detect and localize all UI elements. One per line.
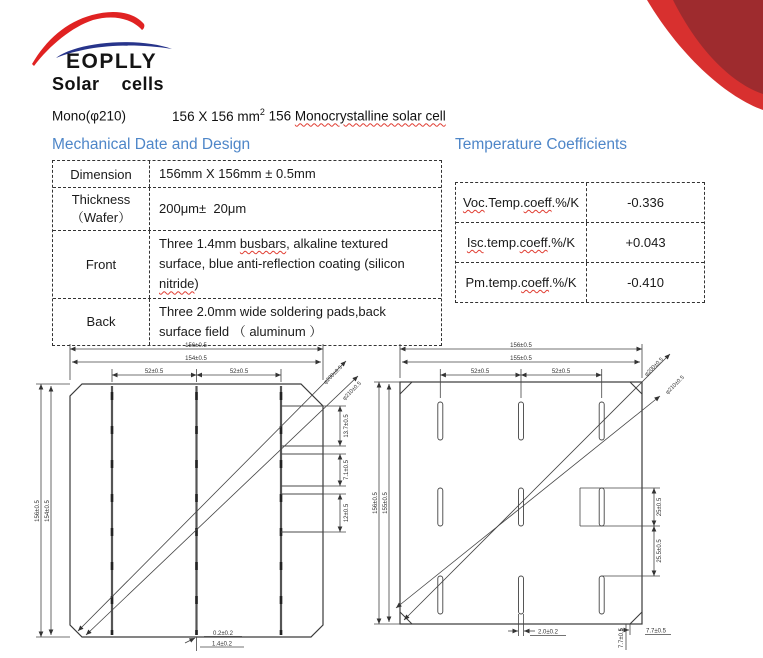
front-text-busbars: busbars xyxy=(239,236,287,252)
coefficient-value: -0.336 xyxy=(627,195,664,210)
left-dimensions xyxy=(35,384,70,637)
table-row xyxy=(456,183,704,222)
front-text-nitride: nitride xyxy=(159,276,195,292)
dim-label: 156±0.5 xyxy=(373,492,379,514)
row-label xyxy=(456,263,587,302)
top-dimensions xyxy=(70,343,323,382)
back-description: Three 2.0mm wide soldering pads,back surface field （ aluminum ） xyxy=(159,303,390,339)
dim-label: 156±0.5 xyxy=(185,343,207,349)
front-description xyxy=(159,234,432,294)
table-row xyxy=(456,262,704,302)
front-view-drawing xyxy=(28,336,373,658)
pad-pitch-detail xyxy=(580,488,663,576)
voc-label: Voc xyxy=(462,195,485,210)
coefficient-value: -0.410 xyxy=(627,275,664,290)
page-title: Solar cells xyxy=(52,74,165,94)
thickness-value: 200μm± 20μm xyxy=(159,201,247,217)
dim-label: 155±0.5 xyxy=(510,356,532,362)
temperature-table xyxy=(455,182,705,303)
table-row xyxy=(53,230,441,297)
dim-label: φ200±0.5 xyxy=(322,364,344,386)
product-count: 156 xyxy=(264,108,295,124)
unit-label: .%/K xyxy=(551,195,580,210)
dim-label: φ210±0.5 xyxy=(664,374,686,396)
dim-label: 156±0.5 xyxy=(510,343,532,349)
row-value xyxy=(150,161,441,187)
dim-label: 7.1±0.5 xyxy=(344,460,350,480)
mechanical-table xyxy=(52,160,442,346)
wafer-label: （Wafer） xyxy=(70,210,132,226)
thickness-label: Thickness xyxy=(71,192,131,208)
dim-label: φ200±0.5 xyxy=(643,356,665,378)
row-label xyxy=(456,183,587,222)
left-dimensions xyxy=(373,382,400,624)
diagonal-lines xyxy=(78,361,358,635)
coeff-label: coeff xyxy=(521,275,550,290)
row-value xyxy=(150,231,441,297)
product-model: Mono(φ210) xyxy=(52,108,127,124)
front-text: , alkaline textured surface, blue anti-reflection coating (silicon xyxy=(159,236,409,272)
mechanical-heading: Mechanical Date and Design xyxy=(52,136,251,153)
pm-label: Pm.temp. xyxy=(465,275,522,290)
dimension-value: 156mm X 156mm ± 0.5mm xyxy=(159,166,316,181)
table-row xyxy=(53,187,441,230)
back-view-drawing xyxy=(370,336,763,658)
chamfer-dimensions xyxy=(619,624,671,650)
coeff-label: coeff xyxy=(523,195,552,210)
dim-label: 52±0.5 xyxy=(551,369,571,375)
row-value xyxy=(150,188,441,230)
coefficient-value: +0.043 xyxy=(625,235,666,250)
temperature-section xyxy=(455,136,705,303)
dim-label: 25.5±0.5 xyxy=(657,539,663,563)
unit-label: .%/K xyxy=(547,235,576,250)
dim-label: 0.2±0.2 xyxy=(213,631,233,637)
table-row xyxy=(456,222,704,262)
dim-label: φ210±0.5 xyxy=(341,380,363,402)
dim-label: 2.0±0.2 xyxy=(538,629,558,636)
label-text: .Temp. xyxy=(484,195,524,210)
product-size: 156 X 156 mm xyxy=(172,108,260,124)
dim-label: 7.7±0.5 xyxy=(646,628,666,635)
coeff-label: coeff xyxy=(519,235,548,250)
dim-label: 155±0.5 xyxy=(383,492,389,514)
dim-label: 25±0.5 xyxy=(657,497,663,517)
right-dimensions xyxy=(323,406,350,532)
table-row xyxy=(53,161,441,187)
unit-label: .%/K xyxy=(549,275,577,290)
eoplly-logo xyxy=(24,2,184,76)
bottom-dimensions xyxy=(185,631,244,651)
dim-label: 52±0.5 xyxy=(470,369,490,375)
dim-label: 156±0.5 xyxy=(35,500,41,522)
front-text: ) xyxy=(194,276,199,292)
product-line xyxy=(52,107,446,124)
mechanical-section xyxy=(52,136,442,346)
segment-lines xyxy=(281,406,323,532)
corner-decoration xyxy=(633,0,763,118)
row-label xyxy=(53,188,150,230)
row-label: Dimension xyxy=(53,161,150,187)
row-label xyxy=(456,223,587,262)
product-size-exponent: 2 xyxy=(259,107,265,117)
dim-label: 7.7±0.5 xyxy=(619,628,625,648)
temperature-heading: Temperature Coefficients xyxy=(455,136,628,153)
dim-label: 1.4±0.2 xyxy=(212,641,232,648)
dim-label: 12±0.5 xyxy=(344,503,350,523)
dim-label: 154±0.5 xyxy=(45,500,51,522)
dim-label: 13.7±0.5 xyxy=(344,414,350,438)
bottom-dimensions xyxy=(508,614,566,636)
diagonal-lines xyxy=(396,354,670,620)
dim-label: 52±0.5 xyxy=(144,369,164,375)
label-text: .temp. xyxy=(483,235,520,250)
dim-label: 52±0.5 xyxy=(229,369,249,375)
product-cell-type: Monocrystalline solar cell xyxy=(294,108,446,124)
logo-text: EOPLLY xyxy=(66,50,158,73)
isc-label: Isc xyxy=(466,235,484,250)
row-label: Front xyxy=(53,231,150,297)
row-label: Back xyxy=(53,299,150,345)
front-text: Three 1.4mm xyxy=(159,236,240,252)
top-dimensions xyxy=(400,343,642,398)
dim-label: 154±0.5 xyxy=(185,356,207,362)
